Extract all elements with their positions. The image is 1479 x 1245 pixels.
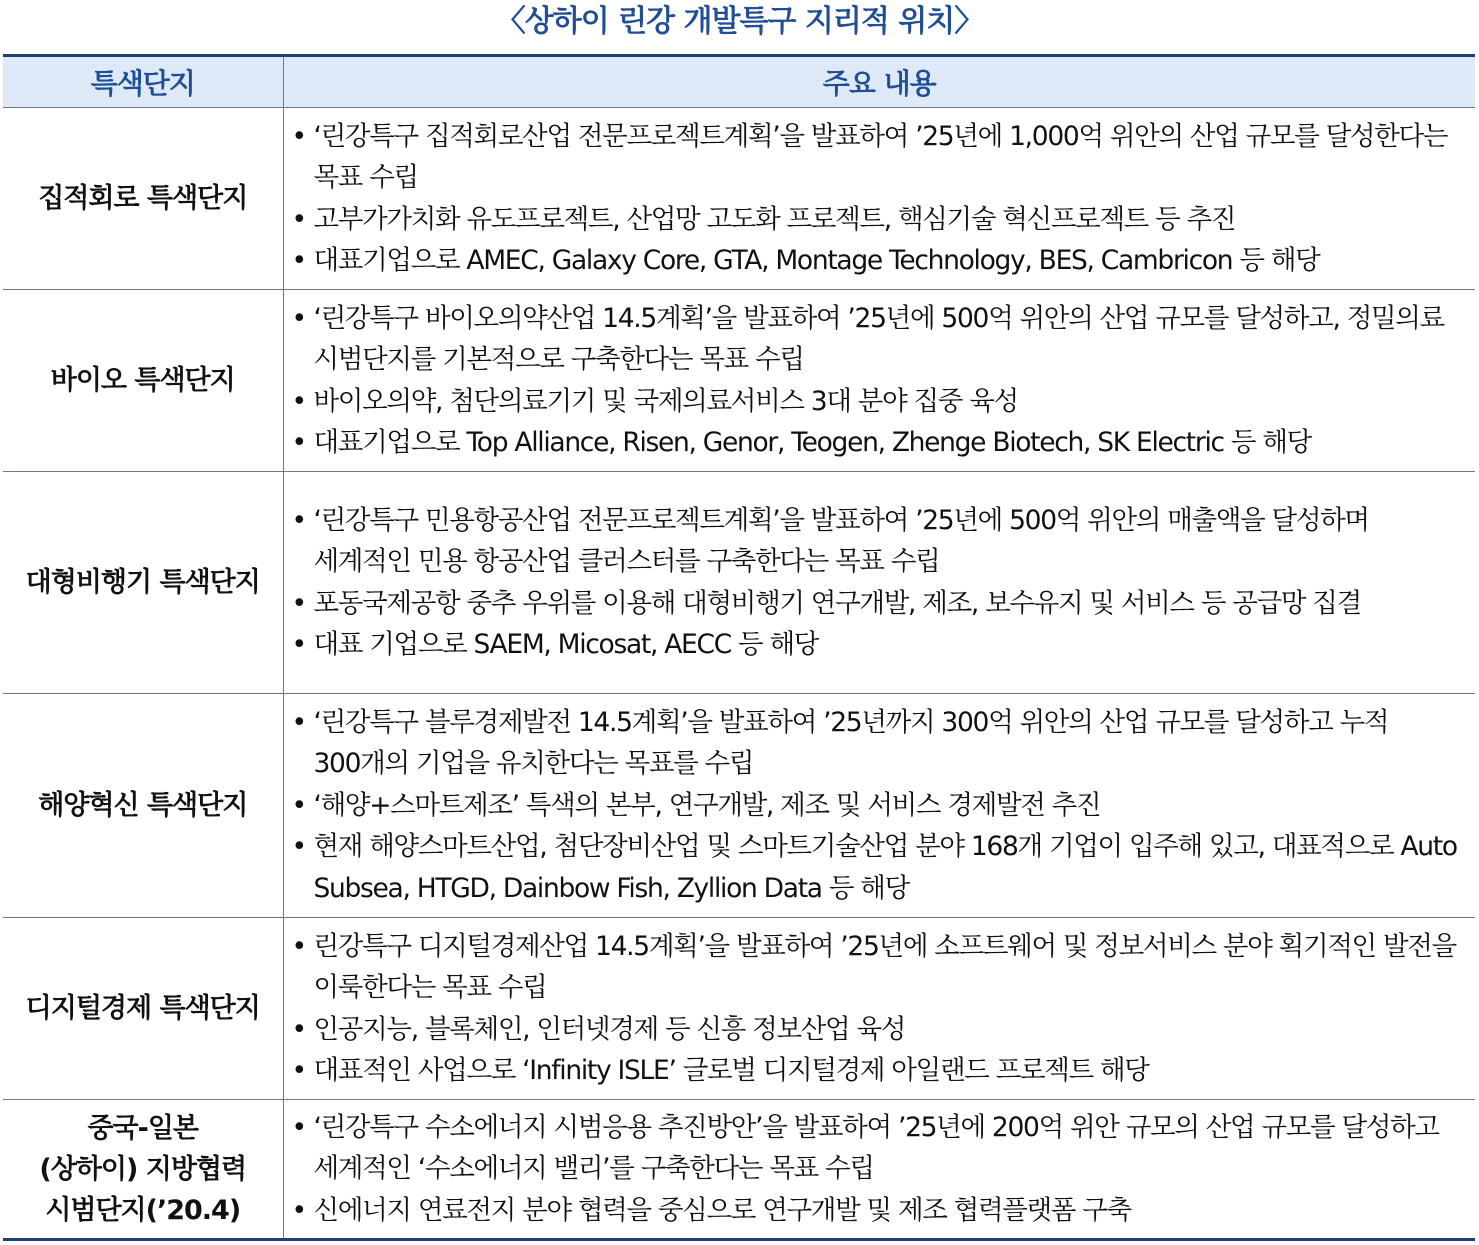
page-title: 〈상하이 린강 개발특구 지리적 위치〉 <box>495 4 984 39</box>
bullet-item: • ‘린강특구 바이오의약산업 14.5계획’을 발표하여 ’25년에 500억 위안의 산업 규모를 달성하고, 정밀의료 시범단지를 기본적으로 구축한다는 목표 수립 <box>290 298 1470 381</box>
bullet-item: • 바이오의약, 첨단의료기기 및 국제의료서비스 3대 분야 집중 육성 <box>290 381 1470 423</box>
bullet-item: • ‘린강특구 블루경제발전 14.5계획’을 발표하여 ’25년까지 300억 위안의 산업 규모를 달성하고 누적 300개의 기업을 유치한다는 목표를 수립 <box>290 702 1470 785</box>
content-cell <box>283 918 1475 1100</box>
bullet-item: • 현재 해양스마트산업, 첨단장비산업 및 스마트기술산업 분야 168개 기업이 입주해 있고, 대표적으로 Auto Subsea, HTGD, Dainbow Fish, Zyllion Data 등 해당 <box>290 826 1470 909</box>
content-cell <box>283 108 1475 290</box>
bullet-item: • 신에너지 연료전지 분야 협력을 중심으로 연구개발 및 제조 협력플랫폼 구축 <box>290 1190 1470 1232</box>
column-header-content: 주요 내용 <box>283 56 1475 108</box>
bullet-item: • 대표적인 사업으로 ‘Infinity ISLE’ 글로벌 디지털경제 아일랜드 프로젝트 해당 <box>290 1050 1470 1092</box>
bullet-list <box>290 116 1470 282</box>
content-cell <box>283 472 1475 694</box>
zone-name-cell: 해양혁신 특색단지 <box>3 694 283 918</box>
zone-name-line: (상하이) 지방협력 <box>39 1153 247 1185</box>
content-cell <box>283 290 1475 472</box>
zone-name-line: 시범단지(’20.4) <box>45 1194 241 1226</box>
bullet-item: • ‘해양+스마트제조’ 특색의 본부, 연구개발, 제조 및 서비스 경제발전 추진 <box>290 785 1470 827</box>
bullet-list <box>290 926 1470 1092</box>
content-cell <box>283 694 1475 918</box>
zone-name-cell <box>3 1100 283 1240</box>
bullet-item: • 고부가가치화 유도프로젝트, 산업망 고도화 프로젝트, 핵심기술 혁신프로젝트 등 추진 <box>290 199 1470 241</box>
table-row <box>3 290 1475 472</box>
zone-name-line: 중국-일본 <box>87 1112 199 1144</box>
bullet-item: • 대표 기업으로 SAEM, Micosat, AECC 등 해당 <box>290 624 1470 666</box>
bullet-item: • 포동국제공항 중추 우위를 이용해 대형비행기 연구개발, 제조, 보수유지 및 서비스 등 공급망 집결 <box>290 583 1470 625</box>
table-row <box>3 1100 1475 1240</box>
bullet-item: • 대표기업으로 Top Alliance, Risen, Genor, Teogen, Zhenge Biotech, SK Electric 등 해당 <box>290 422 1470 464</box>
bullet-item: • 대표기업으로 AMEC, Galaxy Core, GTA, Montage Technology, BES, Cambricon 등 해당 <box>290 240 1470 282</box>
table-row <box>3 694 1475 918</box>
content-cell <box>283 1100 1475 1240</box>
bullet-item: • 인공지능, 블록체인, 인터넷경제 등 신흥 정보산업 육성 <box>290 1009 1470 1051</box>
bullet-list <box>290 500 1470 666</box>
bullet-item: • ‘린강특구 민용항공산업 전문프로젝트계획’을 발표하여 ’25년에 500억 위안의 매출액을 달성하며 세계적인 민용 항공산업 클러스터를 구축한다는 목표 수립 <box>290 500 1470 583</box>
zone-name-cell: 디지털경제 특색단지 <box>3 918 283 1100</box>
zone-name-cell: 대형비행기 특색단지 <box>3 472 283 694</box>
table-row <box>3 108 1475 290</box>
bullet-item: • 린강특구 디지털경제산업 14.5계획’을 발표하여 ’25년에 소프트웨어 및 정보서비스 분야 획기적인 발전을 이룩한다는 목표 수립 <box>290 926 1470 1009</box>
bullet-item: • ‘린강특구 집적회로산업 전문프로젝트계획’을 발표하여 ’25년에 1,000억 위안의 산업 규모를 달성한다는 목표 수립 <box>290 116 1470 199</box>
bullet-list <box>290 1107 1470 1232</box>
table-header-row <box>3 56 1475 108</box>
industry-zone-table <box>3 54 1475 1241</box>
zone-name-cell: 집적회로 특색단지 <box>3 108 283 290</box>
table-row <box>3 472 1475 694</box>
column-header-zone: 특색단지 <box>3 56 283 108</box>
bullet-list <box>290 298 1470 464</box>
bullet-item: • ‘린강특구 수소에너지 시범응용 추진방안’을 발표하여 ’25년에 200억 위안 규모의 산업 규모를 달성하고 세계적인 ‘수소에너지 밸리’를 구축한다는 목표 수립 <box>290 1107 1470 1190</box>
bullet-list <box>290 702 1470 910</box>
table-row <box>3 918 1475 1100</box>
zone-name-cell: 바이오 특색단지 <box>3 290 283 472</box>
